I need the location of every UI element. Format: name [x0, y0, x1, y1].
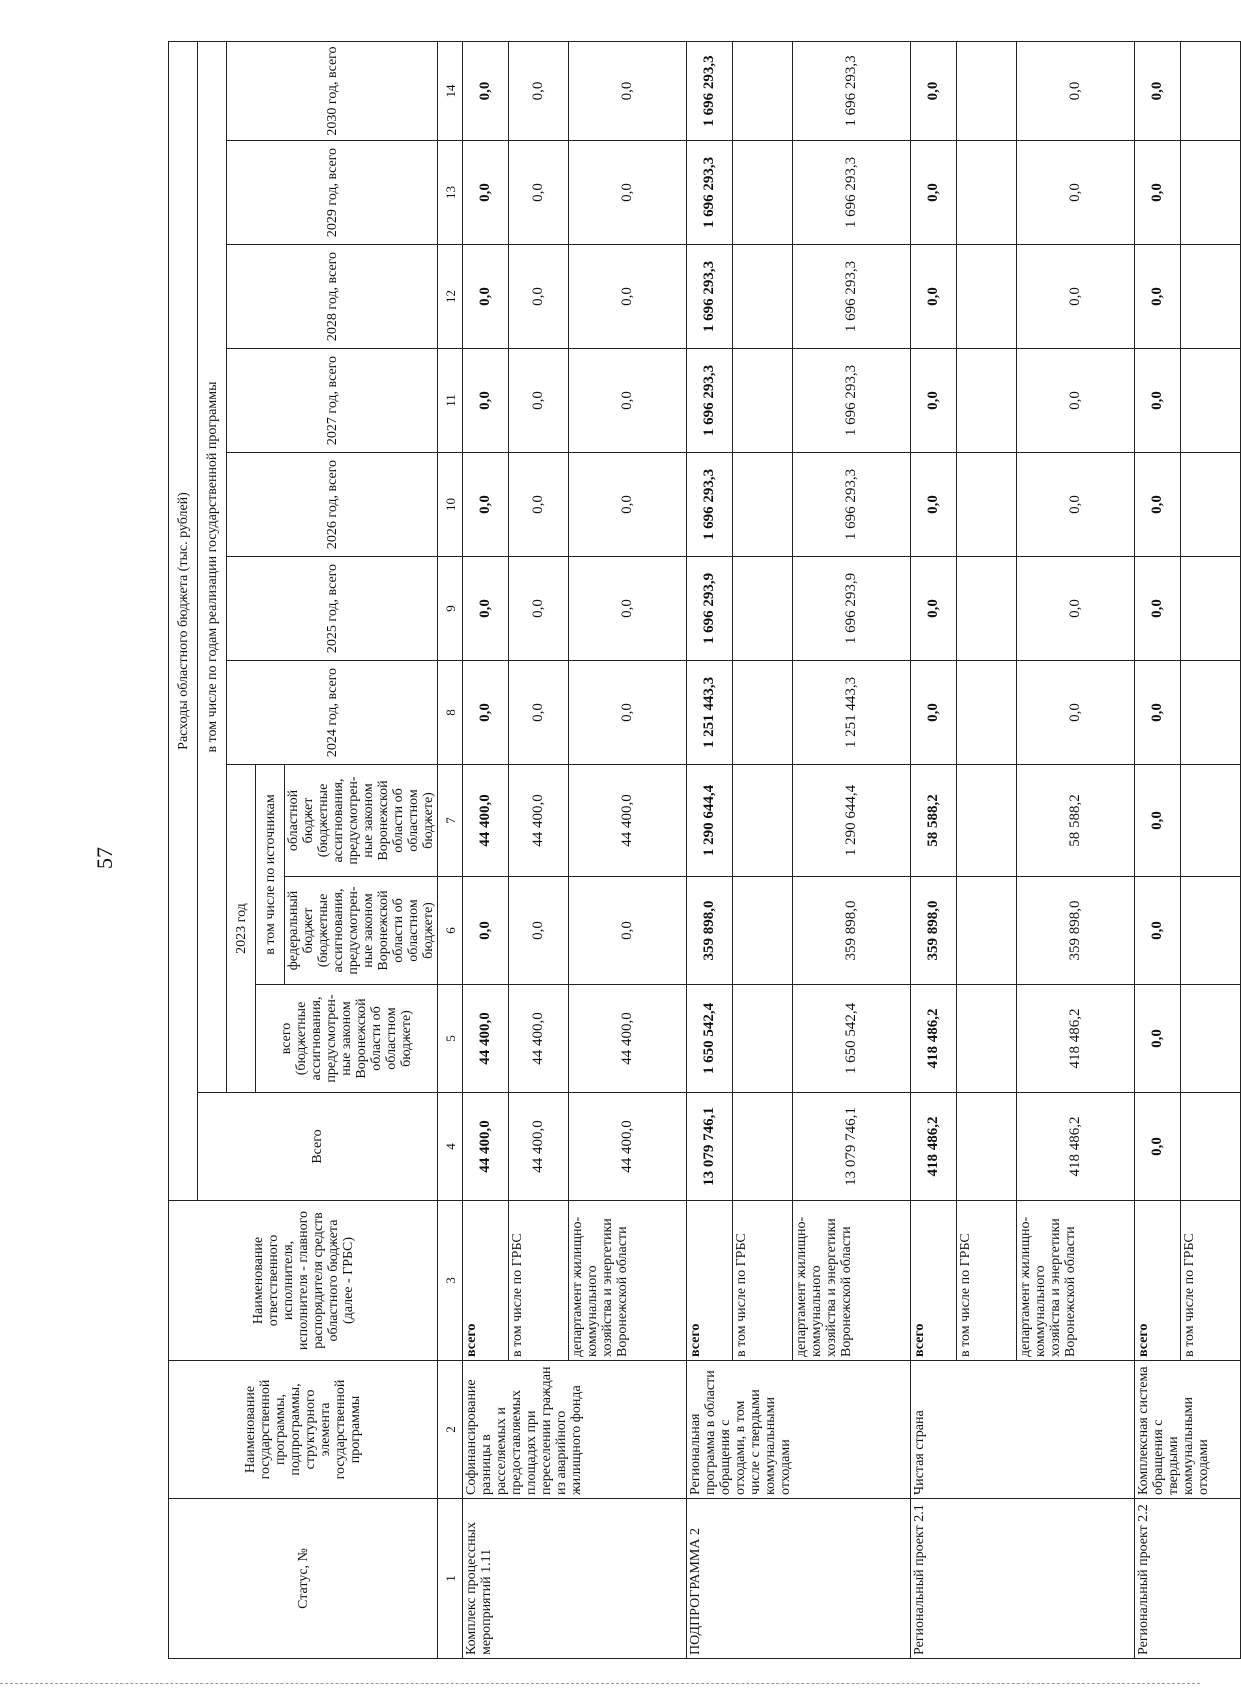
executor-cell: в том числе по ГРБС [1181, 1201, 1241, 1361]
column-index-cell: 10 [438, 453, 463, 557]
value-cell [957, 349, 1017, 453]
value-cell: 1 696 293,3 [687, 42, 733, 141]
column-index-cell: 7 [438, 765, 463, 877]
column-index-cell: 4 [438, 1093, 463, 1201]
value-cell: 418 486,2 [1017, 1093, 1135, 1201]
value-cell [957, 765, 1017, 877]
header-2026: 2026 год, всего [227, 453, 438, 557]
value-cell: 0,0 [569, 141, 687, 245]
column-index-row [438, 42, 463, 1659]
value-cell: 0,0 [911, 349, 957, 453]
value-cell [957, 453, 1017, 557]
value-cell [957, 557, 1017, 661]
value-cell: 0,0 [509, 453, 569, 557]
value-cell: 0,0 [509, 661, 569, 765]
value-cell [733, 661, 793, 765]
header-2025: 2025 год, всего [227, 557, 438, 661]
value-cell [733, 765, 793, 877]
value-cell: 418 486,2 [1017, 985, 1135, 1093]
rotated-page [168, 42, 1211, 1659]
value-cell: 0,0 [1135, 453, 1181, 557]
header-status: Статус, № [169, 1499, 438, 1659]
column-index-cell: 9 [438, 557, 463, 661]
value-cell: 0,0 [463, 245, 509, 349]
header-2030: 2030 год, всего [227, 42, 438, 141]
value-cell: 1 696 293,9 [793, 557, 911, 661]
value-cell: 359 898,0 [687, 877, 733, 985]
value-cell: 0,0 [1135, 661, 1181, 765]
value-cell: 0,0 [569, 877, 687, 985]
column-index-cell: 1 [438, 1499, 463, 1659]
value-cell: 359 898,0 [911, 877, 957, 985]
value-cell [1181, 42, 1241, 141]
value-cell: 44 400,0 [463, 765, 509, 877]
table-row [1135, 42, 1181, 1659]
program-name-cell: Чистая страна [911, 1361, 1135, 1499]
column-index-cell: 3 [438, 1201, 463, 1361]
budget-table [168, 41, 1241, 1659]
executor-cell: всего [911, 1201, 957, 1361]
header-total: Всего [198, 1093, 438, 1201]
header-2023: 2023 год [227, 765, 256, 1093]
value-cell: 44 400,0 [569, 1093, 687, 1201]
value-cell [733, 141, 793, 245]
value-cell: 44 400,0 [509, 985, 569, 1093]
value-cell [1181, 1093, 1241, 1201]
value-cell: 0,0 [509, 42, 569, 141]
table-row [463, 42, 509, 1659]
value-cell: 0,0 [509, 141, 569, 245]
value-cell: 0,0 [463, 453, 509, 557]
value-cell: 0,0 [463, 141, 509, 245]
program-name-cell: Региональная программа в области обращения с отходами, в том числе с твердыми коммунальными отходами [687, 1361, 911, 1499]
column-index-cell: 13 [438, 141, 463, 245]
value-cell: 359 898,0 [793, 877, 911, 985]
value-cell: 0,0 [911, 141, 957, 245]
header-all-2023: всего (бюджетные ассигнования, предусмотрен-ные законом Воронежской области об областном бюджете) [256, 985, 438, 1093]
column-index-cell: 12 [438, 245, 463, 349]
column-index-cell: 11 [438, 349, 463, 453]
value-cell: 58 588,2 [1017, 765, 1135, 877]
status-cell: ПОДПРОГРАММА 2 [687, 1499, 911, 1659]
value-cell: 1 696 293,3 [687, 141, 733, 245]
value-cell: 13 079 746,1 [687, 1093, 733, 1201]
column-index-cell: 5 [438, 985, 463, 1093]
header-name: Наименование государственной программы, подпрограммы, структурного элемента государственной программы [169, 1361, 438, 1499]
executor-cell: в том числе по ГРБС [509, 1201, 569, 1361]
value-cell [957, 877, 1017, 985]
executor-cell: всего [687, 1201, 733, 1361]
executor-cell: всего [1135, 1201, 1181, 1361]
header-2028: 2028 год, всего [227, 245, 438, 349]
value-cell: 359 898,0 [1017, 877, 1135, 985]
value-cell [733, 349, 793, 453]
value-cell: 0,0 [509, 245, 569, 349]
value-cell [957, 42, 1017, 141]
value-cell: 0,0 [463, 877, 509, 985]
value-cell: 0,0 [1135, 245, 1181, 349]
value-cell: 1 696 293,3 [687, 245, 733, 349]
value-cell: 1 251 443,3 [687, 661, 733, 765]
value-cell: 0,0 [1135, 557, 1181, 661]
header-federal: федеральный бюджет (бюджетные ассигнования, предусмотрен-ные законом Воронежской области об областном бюджете) [285, 877, 438, 985]
value-cell: 0,0 [911, 245, 957, 349]
value-cell: 44 400,0 [509, 1093, 569, 1201]
value-cell: 0,0 [911, 453, 957, 557]
value-cell: 0,0 [1135, 985, 1181, 1093]
value-cell: 1 650 542,4 [793, 985, 911, 1093]
column-index-cell: 14 [438, 42, 463, 141]
value-cell: 58 588,2 [911, 765, 957, 877]
value-cell: 0,0 [463, 661, 509, 765]
value-cell: 1 696 293,3 [687, 453, 733, 557]
header-2024: 2024 год, всего [227, 661, 438, 765]
page-bottom-rule [0, 1683, 1200, 1684]
value-cell [733, 245, 793, 349]
value-cell: 0,0 [569, 42, 687, 141]
value-cell [1181, 877, 1241, 985]
value-cell: 0,0 [1017, 245, 1135, 349]
executor-cell: департамент жилищно-коммунального хозяйства и энергетики Воронежской области [793, 1201, 911, 1361]
value-cell: 0,0 [1017, 661, 1135, 765]
value-cell [1181, 765, 1241, 877]
value-cell [1181, 985, 1241, 1093]
value-cell [957, 1093, 1017, 1201]
value-cell: 0,0 [1017, 141, 1135, 245]
table-row [687, 42, 733, 1659]
value-cell: 418 486,2 [911, 1093, 957, 1201]
value-cell: 1 251 443,3 [793, 661, 911, 765]
value-cell: 13 079 746,1 [793, 1093, 911, 1201]
value-cell [957, 985, 1017, 1093]
executor-cell: департамент жилищно-коммунального хозяйства и энергетики Воронежской области [1017, 1201, 1135, 1361]
value-cell [733, 877, 793, 985]
header-executor: Наименование ответственного исполнителя, исполнителя - главного распорядителя средств областного бюджета (далее - ГРБС) [169, 1201, 438, 1361]
value-cell: 418 486,2 [911, 985, 957, 1093]
header-by-sources: в том числе по источникам [256, 765, 285, 985]
value-cell: 0,0 [1135, 877, 1181, 985]
value-cell: 1 696 293,3 [793, 42, 911, 141]
value-cell: 0,0 [509, 557, 569, 661]
status-cell: Региональный проект 2.1 [911, 1499, 1135, 1659]
value-cell: 0,0 [1135, 765, 1181, 877]
value-cell: 0,0 [569, 557, 687, 661]
header-regional: областной бюджет (бюджетные ассигнования, предусмотрен-ные законом Воронежской области об областном бюджете) [285, 765, 438, 877]
value-cell: 44 400,0 [509, 765, 569, 877]
value-cell: 0,0 [463, 349, 509, 453]
status-cell: Региональный проект 2.2 [1135, 1499, 1241, 1659]
value-cell: 0,0 [1135, 42, 1181, 141]
value-cell: 0,0 [1135, 141, 1181, 245]
value-cell [1181, 245, 1241, 349]
value-cell [957, 245, 1017, 349]
value-cell: 1 696 293,3 [687, 349, 733, 453]
value-cell: 0,0 [1017, 42, 1135, 141]
value-cell: 0,0 [1017, 453, 1135, 557]
header-by-years: в том числе по годам реализации государственной программы [198, 42, 227, 1093]
value-cell: 1 696 293,9 [687, 557, 733, 661]
value-cell [1181, 453, 1241, 557]
table-row [911, 42, 957, 1659]
status-cell: Комплекс процессных мероприятий 1.11 [463, 1499, 687, 1659]
header-2029: 2029 год, всего [227, 141, 438, 245]
value-cell: 0,0 [911, 42, 957, 141]
value-cell: 0,0 [1017, 557, 1135, 661]
program-name-cell: Комплексная система обращения с твердыми коммунальными отходами [1135, 1361, 1241, 1499]
value-cell [1181, 557, 1241, 661]
value-cell [733, 557, 793, 661]
value-cell [733, 42, 793, 141]
executor-cell: всего [463, 1201, 509, 1361]
value-cell [957, 661, 1017, 765]
table-viewport [168, 42, 1211, 1659]
value-cell: 0,0 [463, 557, 509, 661]
page-number: 57 [92, 847, 117, 869]
value-cell [1181, 661, 1241, 765]
column-index-cell: 8 [438, 661, 463, 765]
value-cell: 44 400,0 [569, 985, 687, 1093]
value-cell: 0,0 [509, 349, 569, 453]
program-name-cell: Софинансирование разницы в расселяемых и предоставляемых площадях при переселении граждан из аварийного жилищного фонда [463, 1361, 687, 1499]
value-cell: 44 400,0 [569, 765, 687, 877]
value-cell: 1 290 644,4 [687, 765, 733, 877]
value-cell: 0,0 [1135, 1093, 1181, 1201]
header-2027: 2027 год, всего [227, 349, 438, 453]
value-cell: 0,0 [1017, 349, 1135, 453]
value-cell [733, 453, 793, 557]
column-index-cell: 2 [438, 1361, 463, 1499]
value-cell: 0,0 [911, 557, 957, 661]
executor-cell: в том числе по ГРБС [957, 1201, 1017, 1361]
value-cell [733, 1093, 793, 1201]
value-cell: 0,0 [911, 661, 957, 765]
value-cell: 1 290 644,4 [793, 765, 911, 877]
value-cell [1181, 141, 1241, 245]
value-cell [733, 985, 793, 1093]
value-cell: 0,0 [569, 453, 687, 557]
executor-cell: департамент жилищно-коммунального хозяйства и энергетики Воронежской области [569, 1201, 687, 1361]
value-cell: 44 400,0 [463, 985, 509, 1093]
value-cell: 0,0 [1135, 349, 1181, 453]
value-cell [1181, 349, 1241, 453]
value-cell: 0,0 [569, 661, 687, 765]
value-cell: 0,0 [509, 877, 569, 985]
value-cell: 44 400,0 [463, 1093, 509, 1201]
value-cell: 1 696 293,3 [793, 349, 911, 453]
value-cell: 1 696 293,3 [793, 141, 911, 245]
value-cell: 0,0 [569, 349, 687, 453]
header-expenses: Расходы областного бюджета (тыс. рублей) [169, 42, 198, 1201]
value-cell: 0,0 [463, 42, 509, 141]
column-index-cell: 6 [438, 877, 463, 985]
value-cell: 1 650 542,4 [687, 985, 733, 1093]
value-cell: 1 696 293,3 [793, 453, 911, 557]
executor-cell: в том числе по ГРБС [733, 1201, 793, 1361]
value-cell: 0,0 [569, 245, 687, 349]
value-cell [957, 141, 1017, 245]
value-cell: 1 696 293,3 [793, 245, 911, 349]
